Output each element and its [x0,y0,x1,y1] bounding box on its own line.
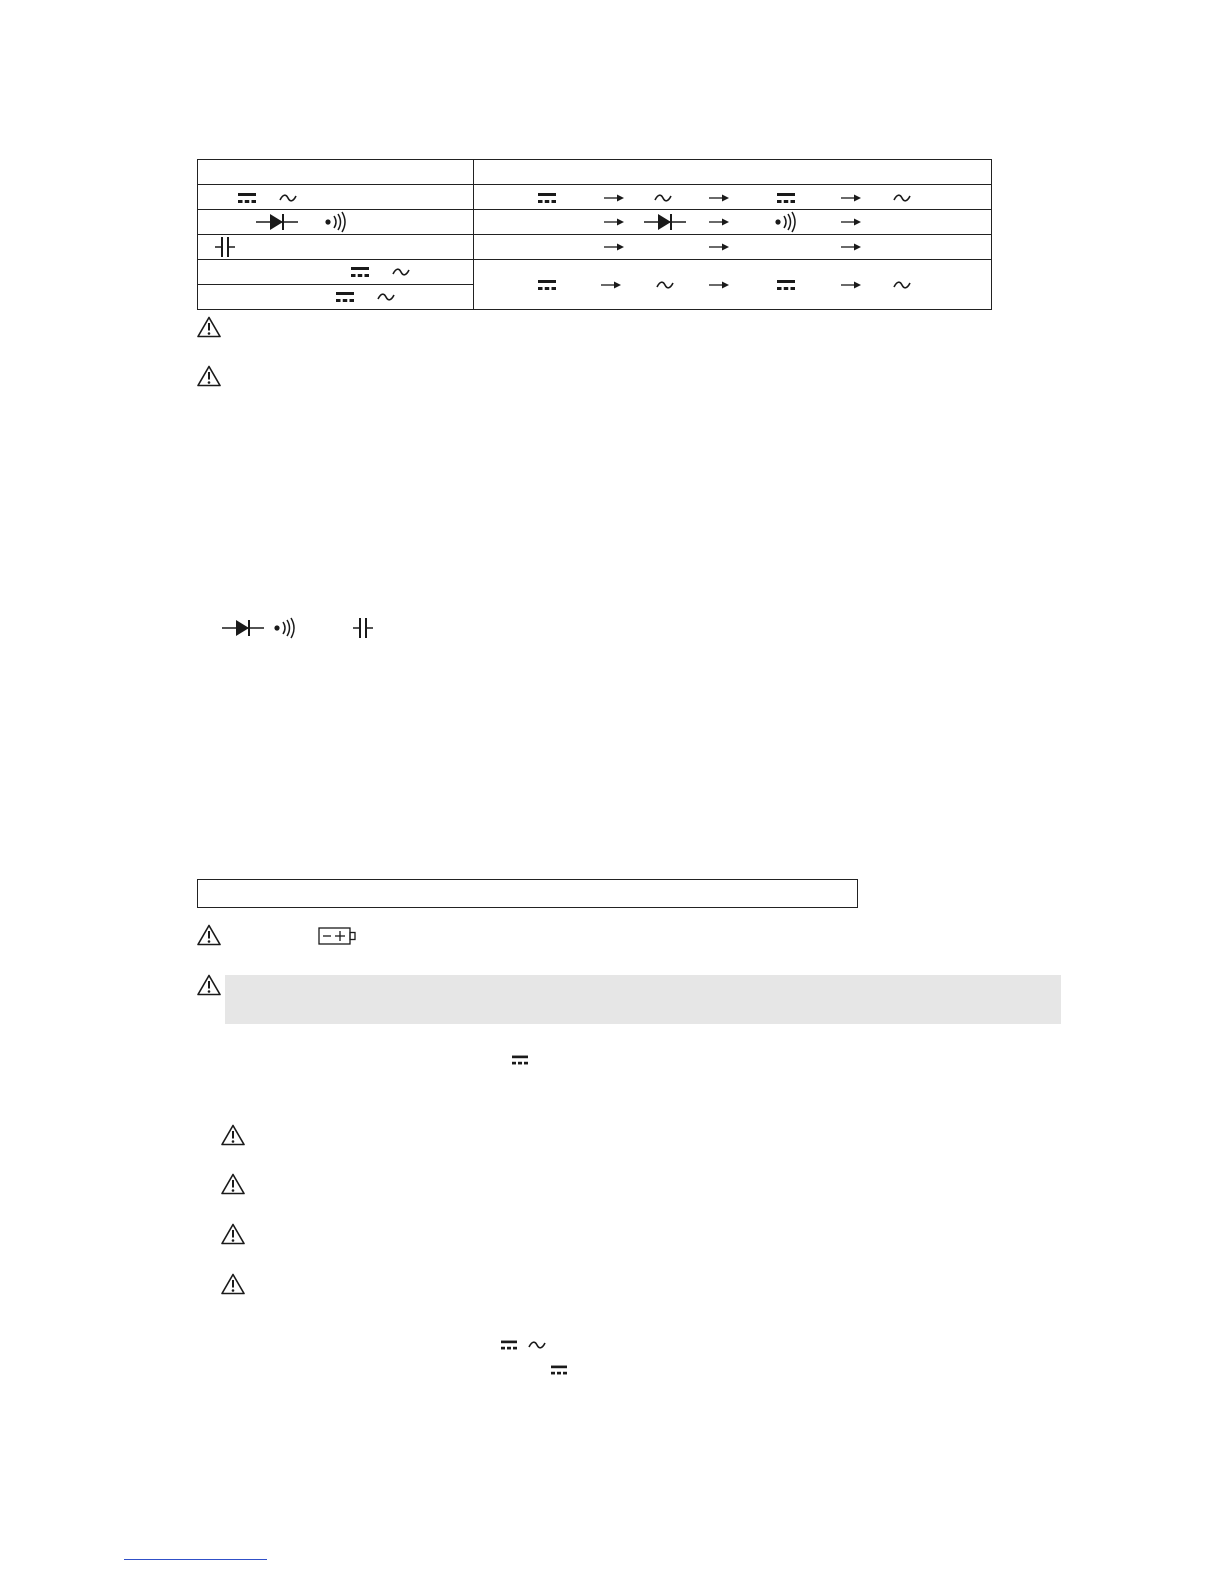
shaded-warning-block [225,975,1061,1024]
warning-triangle-icon [197,316,221,338]
dc-symbol-icon [777,192,795,204]
right-arrow-icon [709,242,729,252]
capacitor-icon [215,236,235,258]
warning-triangle-icon [221,1273,245,1295]
table-row-capacitance [198,235,992,260]
table-cell [474,210,992,235]
table-row-diode-continuity [198,210,992,235]
ac-tilde-icon [656,280,674,290]
table-cell [474,160,992,185]
dc-symbol-icon [238,192,256,204]
right-arrow-icon [841,193,861,203]
dc-symbol-icon [501,1339,517,1351]
ac-tilde-icon [528,1340,546,1350]
right-arrow-icon [601,280,621,290]
diode-icon [256,212,298,232]
ac-tilde-icon [893,280,911,290]
ac-tilde-icon [377,292,395,302]
table-row-voltage [198,185,992,210]
warning-triangle-icon [221,1223,245,1245]
table-header-row [198,160,992,185]
right-arrow-icon [709,193,729,203]
ac-tilde-icon [654,193,672,203]
warning-triangle-icon [221,1173,245,1195]
table-cell [474,235,992,260]
dc-symbol-icon [777,279,795,291]
right-arrow-icon [604,193,624,203]
warning-triangle-icon [197,365,221,387]
table-cell [198,210,474,235]
footnote-rule [124,1559,267,1560]
right-arrow-icon [604,242,624,252]
right-arrow-icon [709,280,729,290]
function-table [197,159,992,310]
right-arrow-icon [709,217,729,227]
table-cell [198,185,474,210]
table-cell [198,260,474,285]
continuity-beeper-icon [324,210,348,234]
dc-symbol-icon [512,1054,528,1066]
table-cell [198,160,474,185]
dc-symbol-icon [351,266,369,278]
warning-triangle-icon [221,1124,245,1146]
table-cell-merged [474,260,992,310]
section-heading-box [197,879,858,908]
capacitor-icon [353,617,373,639]
diode-icon [222,618,264,638]
continuity-beeper-icon [774,210,798,234]
table-cell [474,185,992,210]
warning-triangle-icon [197,974,221,996]
right-arrow-icon [841,217,861,227]
dc-symbol-icon [538,279,556,291]
table-cell [198,285,474,310]
table-cell [198,235,474,260]
right-arrow-icon [841,242,861,252]
ac-tilde-icon [392,267,410,277]
table-row-current-upper [198,260,992,285]
warning-triangle-icon [197,924,221,946]
diode-icon [644,212,686,232]
right-arrow-icon [604,217,624,227]
right-arrow-icon [841,280,861,290]
dc-symbol-icon [538,192,556,204]
battery-icon [318,927,356,945]
continuity-beeper-icon [273,616,297,640]
dc-symbol-icon [336,291,354,303]
ac-tilde-icon [279,193,297,203]
dc-symbol-icon [551,1364,567,1376]
ac-tilde-icon [893,193,911,203]
